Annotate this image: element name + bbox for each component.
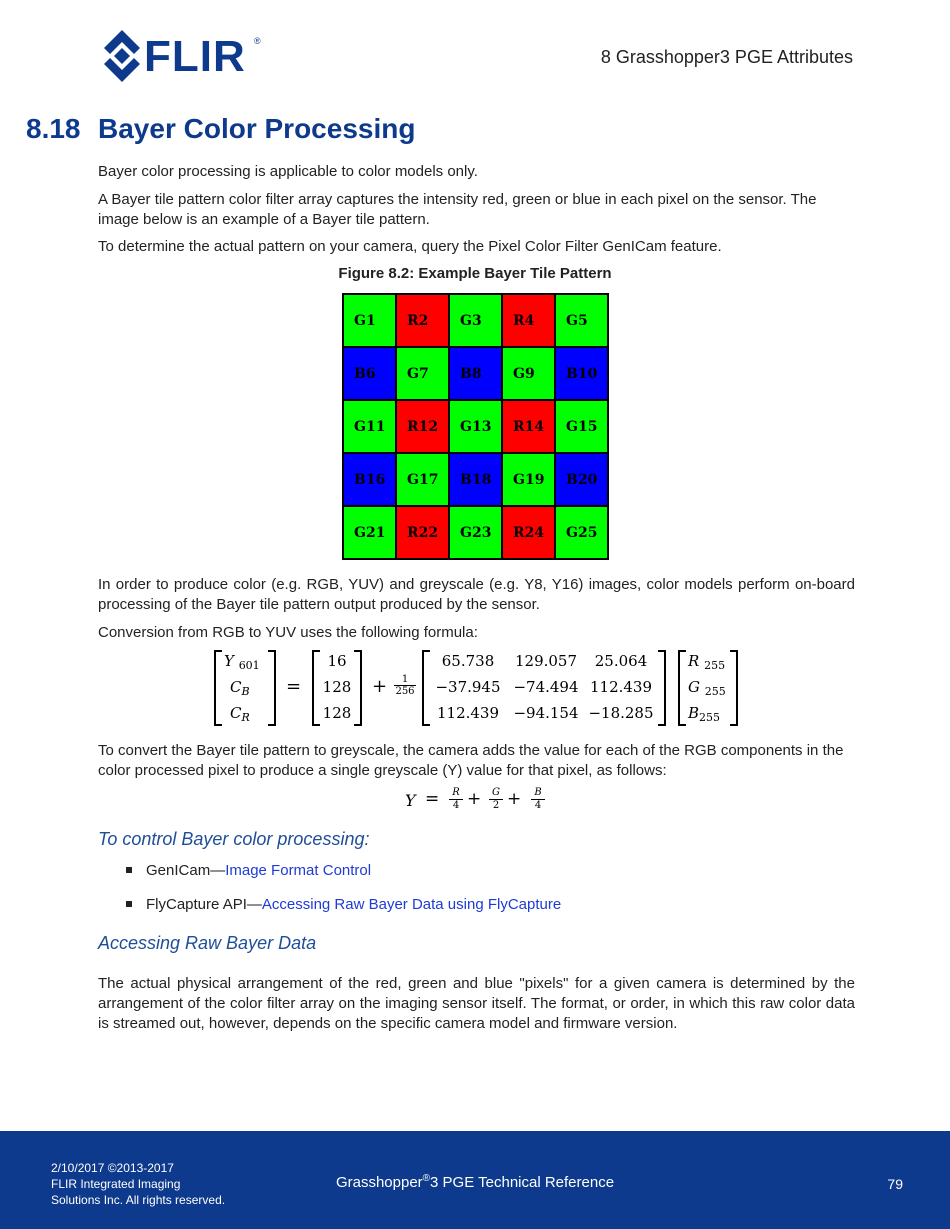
control-item-flycapture: [126, 896, 561, 913]
bayer-cell-g25: G25: [555, 506, 608, 559]
bayer-cell-g9: G9: [502, 347, 555, 400]
bayer-cell-r2: R2: [396, 294, 449, 347]
fraction-numerator: 1: [401, 674, 409, 685]
accessing-raw-bayer-link[interactable]: Accessing Raw Bayer Data using FlyCapture: [261, 896, 562, 913]
grey-plus-1: +: [467, 789, 482, 809]
matrix-cell: −74.494: [513, 678, 579, 696]
matrix-cell: −37.945: [435, 678, 501, 696]
bayer-cell-r22: R22: [396, 506, 449, 559]
bayer-cell-b6: B6: [343, 347, 396, 400]
offset-y: 16: [327, 652, 347, 670]
paragraph-onboard-processing: In order to produce color (e.g. RGB, YUV) and greyscale (e.g. Y8, Y16) images, color models perform on-board processing of the Bayer tile pattern output produced by the sensor.: [98, 576, 855, 613]
rhs-b: $B_{255}$: [688, 704, 721, 724]
bayer-cell-r14: R14: [502, 400, 555, 453]
bayer-tile-grid: [342, 293, 609, 560]
bayer-cell-g11: G11: [343, 400, 396, 453]
page-footer: [0, 1131, 950, 1229]
bullet-square-icon: [126, 867, 132, 873]
bayer-cell-r4: R4: [502, 294, 555, 347]
paragraph-color-only: Bayer color processing is applicable to color models only.: [98, 163, 478, 180]
bayer-cell-g21: G21: [343, 506, 396, 559]
paragraph-conversion-intro: Conversion from RGB to YUV uses the following formula:: [98, 624, 478, 641]
section-title: Bayer Color Processing: [98, 113, 416, 144]
flir-logo: [104, 30, 264, 82]
bayer-cell-g5: G5: [555, 294, 608, 347]
control-item-genicam: [126, 862, 371, 879]
bayer-cell-b8: B8: [449, 347, 502, 400]
grey-term-r: R 4: [449, 787, 463, 812]
footer-company: FLIR Integrated Imaging: [51, 1177, 181, 1191]
bayer-cell-g7: G7: [396, 347, 449, 400]
bayer-cell-g15: G15: [555, 400, 608, 453]
raw-bayer-heading: Accessing Raw Bayer Data: [98, 933, 317, 953]
grey-equals: =: [425, 789, 440, 809]
lhs-cb: $C_B$: [230, 678, 250, 698]
rhs-vector: [688, 648, 732, 726]
fraction-one-over-256: [394, 674, 416, 697]
grey-term-g: G 2: [489, 787, 503, 812]
matrix-cell: 129.057: [514, 652, 578, 670]
figure-caption: Figure 8.2: Example Bayer Tile Pattern: [338, 265, 612, 282]
bayer-cell-g3: G3: [449, 294, 502, 347]
bayer-cell-b10: B10: [555, 347, 608, 400]
greyscale-formula: [405, 787, 555, 817]
chapter-reference: 8 Grasshopper3 PGE Attributes: [600, 47, 853, 67]
paragraph-raw-arrangement: The actual physical arrangement of the red, green and blue "pixels" for a given camera is determined by the arrangement of the color filter array on the imaging sensor itself. The format, or order, in which this raw color data is streamed out, however, depends on the specific camera model and firmware version.: [98, 975, 855, 1032]
matrix-cell: 25.064: [594, 652, 648, 670]
bayer-cell-g17: G17: [396, 453, 449, 506]
rgb-to-yuv-formula: [210, 648, 740, 728]
matrix-cell: −18.285: [588, 704, 654, 722]
paragraph-greyscale-intro: To convert the Bayer tile pattern to greyscale, the camera adds the value for each of the RGB components in the color processed pixel to produce a single greyscale (Y) value for that pixel, as follows:: [98, 742, 844, 779]
offset-cb: 128: [322, 678, 352, 696]
rhs-r: R $_{255}$: [688, 652, 726, 672]
bayer-cell-r24: R24: [502, 506, 555, 559]
bayer-cell-g23: G23: [449, 506, 502, 559]
matrix-cell: 112.439: [589, 678, 653, 696]
bayer-cell-r12: R12: [396, 400, 449, 453]
control-item-prefix: GenICam—: [146, 862, 226, 879]
equals-sign: =: [286, 676, 302, 697]
coefficient-matrix: [430, 648, 656, 726]
grey-plus-2: +: [507, 789, 522, 809]
logo-registered-mark: ®: [254, 36, 261, 46]
lhs-y: Y $_{601}$: [224, 652, 260, 672]
matrix-cell: 65.738: [441, 652, 495, 670]
paragraph-pixel-filter: To determine the actual pattern on your camera, query the Pixel Color Filter GenICam feature.: [98, 238, 722, 255]
offset-cr: 128: [322, 704, 352, 722]
rhs-g: G $_{255}$: [688, 678, 726, 698]
control-item-prefix: FlyCapture API—: [146, 896, 262, 913]
flir-logo-mark-icon: [104, 30, 140, 82]
page-number: 79: [887, 1176, 903, 1192]
bayer-cell-b16: B16: [343, 453, 396, 506]
bayer-cell-b20: B20: [555, 453, 608, 506]
fraction-denominator: 256: [395, 686, 415, 697]
footer-date: 2/10/2017 ©2013-2017: [51, 1161, 174, 1175]
bayer-cell-g19: G19: [502, 453, 555, 506]
lhs-vector: [224, 648, 268, 726]
grey-term-b: B 4: [531, 787, 545, 812]
plus-sign: +: [372, 676, 388, 697]
section-number: 8.18: [26, 113, 81, 144]
image-format-control-link[interactable]: Image Format Control: [225, 862, 372, 879]
matrix-cell: −94.154: [513, 704, 579, 722]
bayer-cell-g1: G1: [343, 294, 396, 347]
bayer-cell-b18: B18: [449, 453, 502, 506]
matrix-cell: 112.439: [436, 704, 500, 722]
grey-lhs: Y: [405, 791, 416, 810]
footer-rights: Solutions Inc. All rights reserved.: [51, 1193, 226, 1207]
lhs-cr: $C_R$: [230, 704, 250, 724]
footer-document-title: Grasshopper®3 PGE Technical Reference: [335, 1173, 615, 1191]
control-heading: To control Bayer color processing:: [98, 829, 370, 849]
offset-vector: [320, 648, 354, 726]
paragraph-bayer-intro: A Bayer tile pattern color filter array captures the intensity red, green or blue in each pixel on the sensor. The image below is an example of a Bayer tile pattern.: [98, 191, 817, 228]
bullet-square-icon: [126, 901, 132, 907]
logo-text: FLIR: [144, 32, 246, 81]
bayer-cell-g13: G13: [449, 400, 502, 453]
